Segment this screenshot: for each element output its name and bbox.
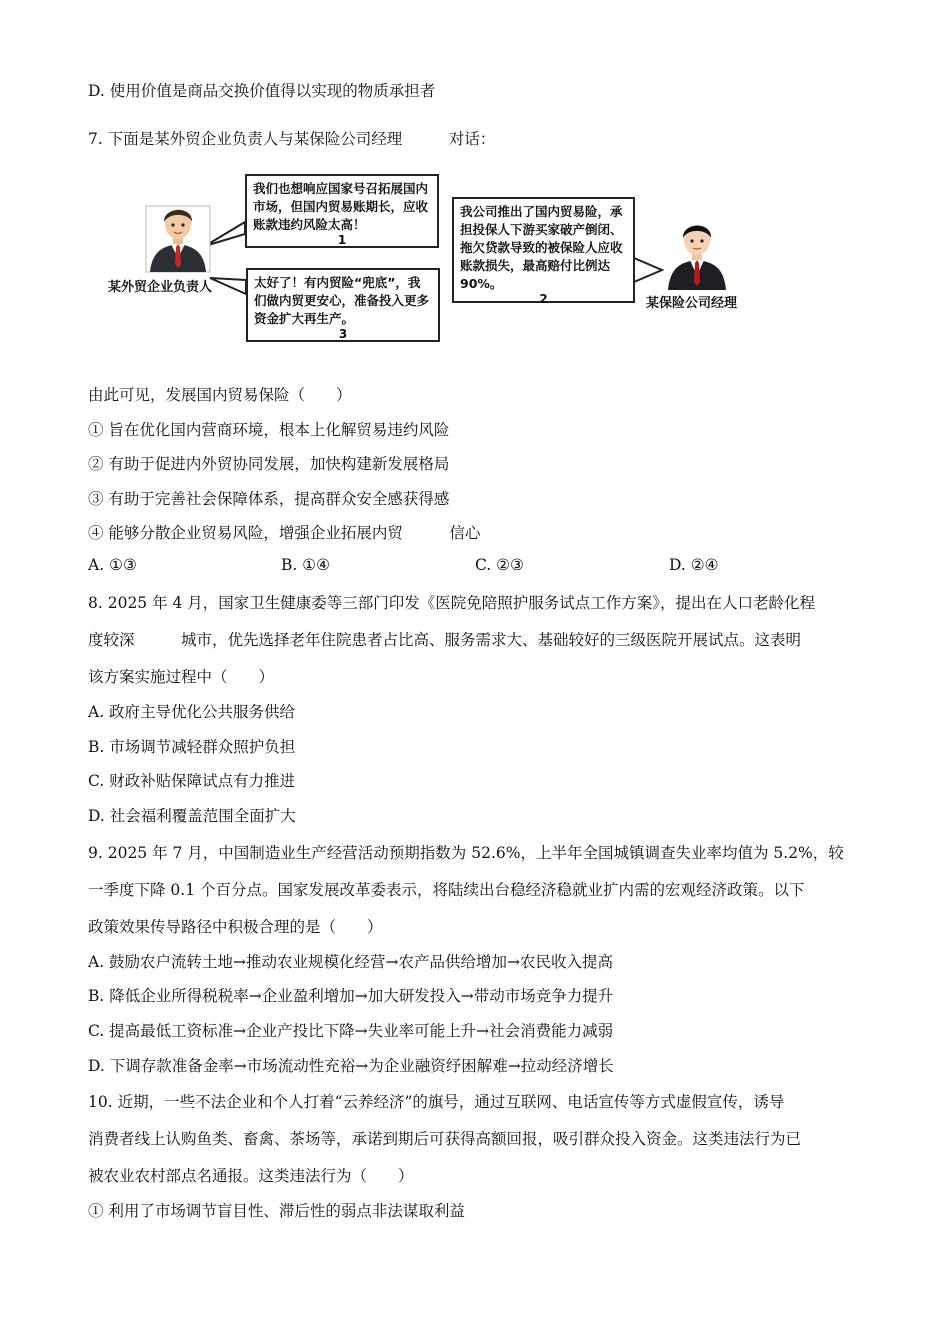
bubble1-text: 我们也想响应国家号召拓展国内市场，但国内贸易账期长，应收账款违约风险太高！ — [253, 181, 429, 232]
line-q8-3: 该方案实施过程中（ ） — [88, 668, 275, 686]
bubble1-tail — [205, 222, 245, 246]
line-q9-3: 政策效果传导路径中积极合理的是（ ） — [88, 918, 383, 936]
q7-statement-1: ① 旨在优化国内营商环境，根本上化解贸易违约风险 — [88, 421, 450, 439]
bubble2-text: 我公司推出了国内贸易险，承担投保人下游买家破产倒闭、拖欠贷款导致的被保险人应收账款损失，最高赔付比例达90%。 — [460, 204, 623, 291]
q7-choices — [88, 556, 868, 578]
q7-statement-3: ③ 有助于完善社会保障体系，提高群众安全感获得感 — [88, 490, 450, 508]
q8-option-c: C. 财政补贴保障试点有力推进 — [88, 772, 296, 790]
q7-statement-4: ④ 能够分散企业贸易风险，增强企业拓展内贸 信心 — [88, 524, 481, 542]
speech-bubble-2 — [452, 197, 635, 306]
q7-choice-d: D. ②④ — [669, 556, 719, 574]
line-q9-1: 9. 2025 年 7 月，中国制造业生产经营活动预期指数为 52.6%，上半年全国城镇调查失业率均值为 5.2%，较 — [88, 844, 844, 862]
bubble2-tail — [634, 258, 662, 282]
line-q9-2: 一季度下降 0.1 个百分点。国家发展改革委表示，将陆续出台稳经济稳就业扩内需的宏观经济政策。以下 — [88, 881, 805, 899]
line-q8-2: 度较深 城市，优先选择老年住院患者占比高、服务需求大、基础较好的三级医院开展试点。这表明 — [88, 631, 802, 649]
line-q10-3: 被农业农村部点名通报。这类违法行为（ ） — [88, 1167, 414, 1185]
q9-option-d: D. 下调存款准备金率→市场流动性充裕→为企业融资纾困解难→拉动经济增长 — [88, 1057, 614, 1075]
line-q8-1: 8. 2025 年 4 月，国家卫生健康委等三部门印发《医院免陪照护服务试点工作方案》，提出在人口老龄化程 — [88, 594, 816, 612]
figure-graphics — [0, 0, 950, 360]
bubble3-tail — [210, 278, 246, 294]
q7-statement-2: ② 有助于促进内外贸协同发展，加快构建新发展格局 — [88, 455, 450, 473]
businessman-icon — [146, 206, 210, 272]
q9-option-c: C. 提高最低工资标准→企业产投比下降→失业率可能上升→社会消费能力减弱 — [88, 1022, 614, 1040]
speech-bubble-1 — [245, 174, 439, 248]
bubble1-number: 1 — [337, 233, 347, 247]
bubble3-number: 3 — [338, 327, 348, 341]
manager-icon — [668, 225, 726, 290]
bubble3-text: 太好了！有内贸险“兜底”，我们做内贸更安心，准备投入更多资金扩大再生产。 — [254, 275, 430, 326]
line-q7-stem: 7. 下面是某外贸企业负责人与某保险公司经理 对话： — [88, 130, 496, 148]
line-q10-1: 10. 近期，一些不法企业和个人打着“云养经济”的旗号，通过互联网、电话宣传等方式虚假宣传，诱导 — [88, 1093, 785, 1111]
q9-option-b: B. 降低企业所得税税率→企业盈利增加→加大研发投入→带动市场竞争力提升 — [88, 987, 614, 1005]
q8-option-b: B. 市场调节减轻群众照护负担 — [88, 738, 296, 756]
q8-option-d: D. 社会福利覆盖范围全面扩大 — [88, 807, 296, 825]
line-q6-d: D. 使用价值是商品交换价值得以实现的物质承担者 — [88, 82, 436, 100]
right-person-caption: 某保险公司经理 — [646, 296, 738, 311]
q10-statement-1: ① 利用了市场调节盲目性、滞后性的弱点非法谋取利益 — [88, 1202, 465, 1220]
bubble2-number: 2 — [539, 292, 548, 306]
left-person-caption: 某外贸企业负责人 — [108, 280, 213, 295]
line-q7-lead: 由此可见，发展国内贸易保险（ ） — [88, 386, 352, 404]
q9-option-a: A. 鼓励农户流转土地→推动农业规模化经营→农产品供给增加→农民收入提高 — [88, 953, 614, 971]
speech-bubble-3 — [246, 268, 440, 342]
line-q10-2: 消费者线上认购鱼类、畜禽、茶场等，承诺到期后可获得高额回报，吸引群众投入资金。这类违法行为已 — [88, 1130, 802, 1148]
q8-option-a: A. 政府主导优化公共服务供给 — [88, 703, 296, 721]
q7-choice-b: B. ①④ — [281, 556, 331, 574]
q7-choice-c: C. ②③ — [475, 556, 524, 574]
q7-choice-a: A. ①③ — [88, 556, 137, 574]
